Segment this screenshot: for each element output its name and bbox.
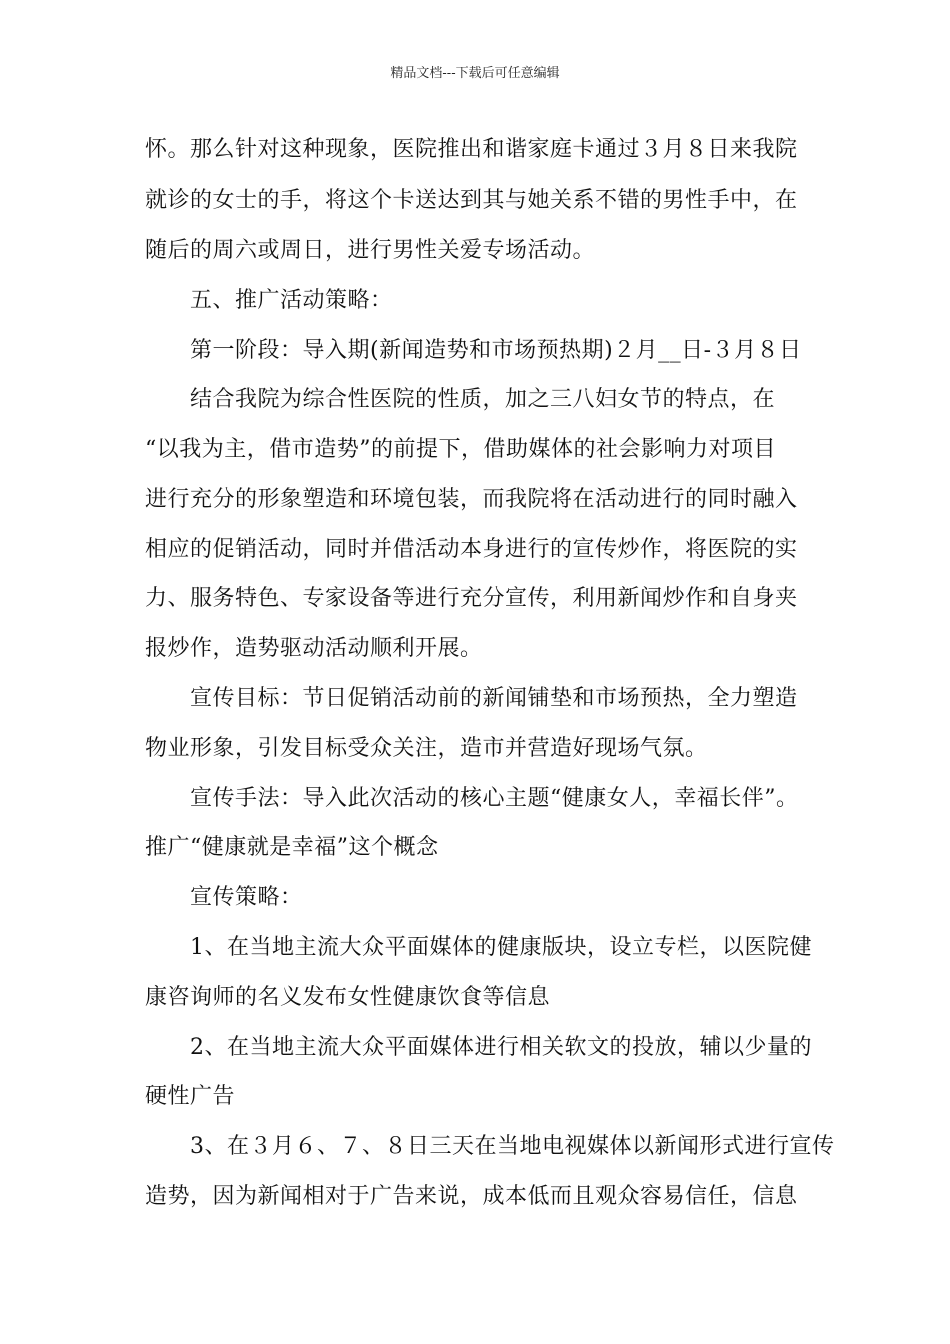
subsection-heading: 宣传策略： [190, 885, 303, 910]
list-item: 1、在当地主流大众平面媒体的健康版块，设立专栏，以医院健 [190, 935, 812, 960]
list-item-continuation: 造势，因为新闻相对于广告来说，成本低而且观众容易信任，信息 [145, 1184, 798, 1209]
body-line: 进行充分的形象塑造和环境包装，而我院将在活动进行的同时融入 [145, 487, 798, 512]
body-line: 宣传手法：导入此次活动的核心主题“健康女人，幸福长伴”。 [190, 786, 799, 811]
body-line: 就诊的女士的手，将这个卡送达到其与她关系不错的男性手中，在 [145, 188, 798, 213]
body-line: 推广“健康就是幸福”这个概念 [145, 835, 439, 860]
body-line: 怀。那么针对这种现象，医院推出和谐家庭卡通过３月８日来我院 [145, 137, 798, 162]
list-item-continuation: 康咨询师的名义发布女性健康饮食等信息 [145, 985, 551, 1010]
body-line: “以我为主，借市造势”的前提下，借助媒体的社会影响力对项目 [145, 437, 776, 462]
body-line: 结合我院为综合性医院的性质，加之三八妇女节的特点，在 [190, 387, 776, 412]
body-line: 随后的周六或周日，进行男性关爱专场活动。 [145, 238, 596, 263]
list-item-continuation: 硬性广告 [145, 1084, 236, 1109]
body-line: 力、服务特色、专家设备等进行充分宣传，利用新闻炒作和自身夹 [145, 586, 798, 611]
body-line: 报炒作，造势驱动活动顺利开展。 [145, 636, 483, 661]
body-line: 物业形象，引发目标受众关注，造市并营造好现场气氛。 [145, 736, 708, 761]
body-line: 宣传目标：节日促销活动前的新闻铺垫和市场预热，全力塑造 [190, 686, 798, 711]
section-heading: 五、推广活动策略： [190, 288, 393, 313]
body-line: 相应的促销活动，同时并借活动本身进行的宣传炒作，将医院的实 [145, 537, 798, 562]
list-item: 3、在３月６、７、８日三天在当地电视媒体以新闻形式进行宣传 [190, 1134, 835, 1159]
list-item: 2、在当地主流大众平面媒体进行相关软文的投放，辅以少量的 [190, 1035, 812, 1060]
phase-heading: 第一阶段：导入期(新闻造势和市场预热期)２月__日-３月８日 [190, 338, 802, 363]
page-header: 精品文档---下载后可任意编辑 [390, 66, 560, 81]
